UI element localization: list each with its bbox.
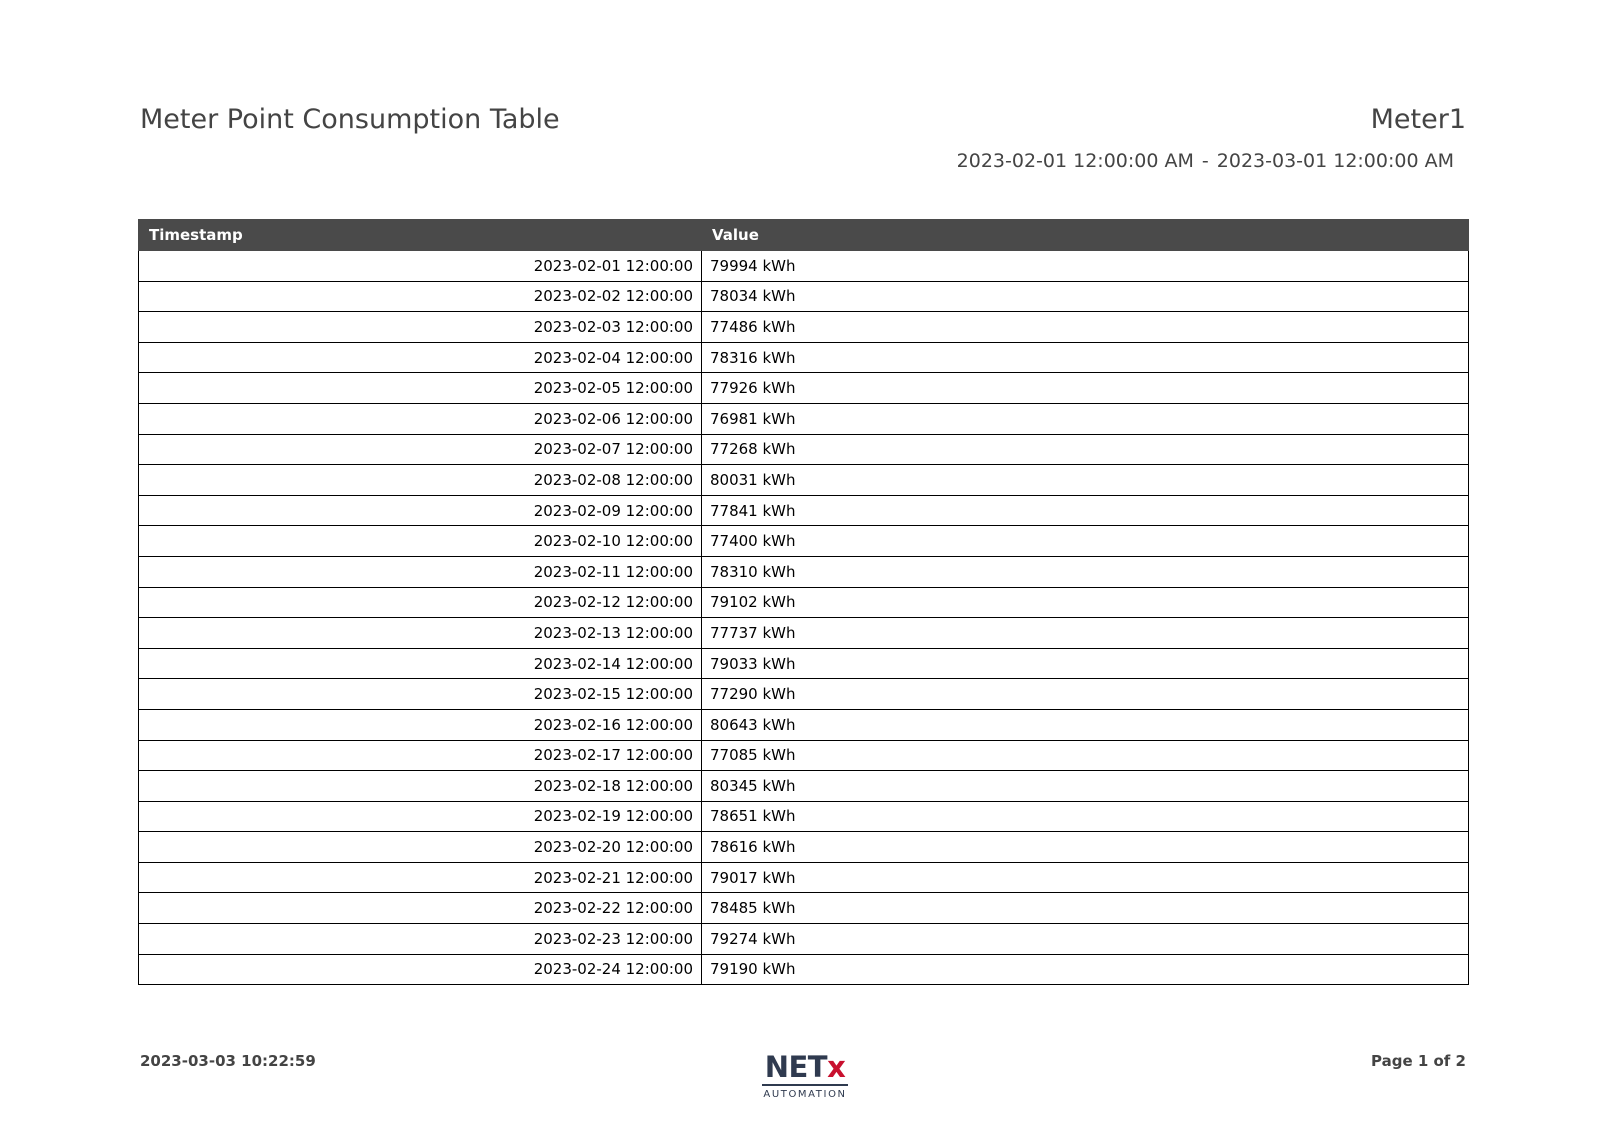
table-row: [139, 526, 1469, 557]
timestamp-cell: 2023-02-03 12:00:00: [139, 312, 702, 343]
meter-name: Meter1: [1370, 104, 1466, 135]
value-cell: 79274 kWh: [702, 924, 1469, 955]
value-cell: 76981 kWh: [702, 403, 1469, 434]
table-row: [139, 893, 1469, 924]
table-row: [139, 587, 1469, 618]
table-row: [139, 556, 1469, 587]
table-row: [139, 740, 1469, 771]
value-cell: 80345 kWh: [702, 771, 1469, 802]
timestamp-cell: 2023-02-20 12:00:00: [139, 832, 702, 863]
table-row: [139, 648, 1469, 679]
logo-main-text: NET: [764, 1050, 828, 1084]
value-cell: 77486 kWh: [702, 312, 1469, 343]
range-end: 2023-03-01 12:00:00 AM: [1216, 150, 1454, 172]
table-row: [139, 342, 1469, 373]
value-cell: 77400 kWh: [702, 526, 1469, 557]
value-cell: 79102 kWh: [702, 587, 1469, 618]
timestamp-cell: 2023-02-14 12:00:00: [139, 648, 702, 679]
timestamp-cell: 2023-02-15 12:00:00: [139, 679, 702, 710]
table-row: [139, 832, 1469, 863]
value-cell: 78034 kWh: [702, 281, 1469, 312]
table-row: [139, 403, 1469, 434]
logo-divider: [762, 1084, 848, 1086]
timestamp-cell: 2023-02-08 12:00:00: [139, 465, 702, 496]
value-cell: 78316 kWh: [702, 342, 1469, 373]
column-header-value: Value: [702, 220, 1469, 251]
table-row: [139, 251, 1469, 282]
timestamp-cell: 2023-02-05 12:00:00: [139, 373, 702, 404]
table-row: [139, 373, 1469, 404]
value-cell: 80031 kWh: [702, 465, 1469, 496]
range-start: 2023-02-01 12:00:00 AM: [956, 150, 1194, 172]
netx-logo: [760, 1052, 850, 1100]
logo-accent-text: x: [827, 1050, 846, 1084]
table-row: [139, 618, 1469, 649]
table-row: [139, 495, 1469, 526]
timestamp-cell: 2023-02-18 12:00:00: [139, 771, 702, 802]
value-cell: 78310 kWh: [702, 556, 1469, 587]
table-row: [139, 771, 1469, 802]
timestamp-cell: 2023-02-11 12:00:00: [139, 556, 702, 587]
value-cell: 78651 kWh: [702, 801, 1469, 832]
timestamp-cell: 2023-02-23 12:00:00: [139, 924, 702, 955]
timestamp-cell: 2023-02-10 12:00:00: [139, 526, 702, 557]
page-number: Page 1 of 2: [1371, 1052, 1466, 1070]
table-row: [139, 924, 1469, 955]
value-cell: 77841 kWh: [702, 495, 1469, 526]
timestamp-cell: 2023-02-02 12:00:00: [139, 281, 702, 312]
value-cell: 79994 kWh: [702, 251, 1469, 282]
value-cell: 78485 kWh: [702, 893, 1469, 924]
consumption-table: [138, 219, 1469, 985]
table-row: [139, 862, 1469, 893]
table-row: [139, 312, 1469, 343]
timestamp-cell: 2023-02-22 12:00:00: [139, 893, 702, 924]
table-row: [139, 679, 1469, 710]
table-row: [139, 434, 1469, 465]
value-cell: 79033 kWh: [702, 648, 1469, 679]
timestamp-cell: 2023-02-24 12:00:00: [139, 954, 702, 985]
table-header-row: [139, 220, 1469, 251]
logo-subtitle: AUTOMATION: [763, 1088, 847, 1100]
table-body: [139, 251, 1469, 985]
timestamp-cell: 2023-02-07 12:00:00: [139, 434, 702, 465]
timestamp-cell: 2023-02-19 12:00:00: [139, 801, 702, 832]
value-cell: 77737 kWh: [702, 618, 1469, 649]
timestamp-cell: 2023-02-09 12:00:00: [139, 495, 702, 526]
value-cell: 77290 kWh: [702, 679, 1469, 710]
value-cell: 78616 kWh: [702, 832, 1469, 863]
column-header-timestamp: Timestamp: [139, 220, 702, 251]
value-cell: 77085 kWh: [702, 740, 1469, 771]
report-title: Meter Point Consumption Table: [140, 104, 560, 135]
value-cell: 79190 kWh: [702, 954, 1469, 985]
generated-timestamp: 2023-03-03 10:22:59: [140, 1052, 316, 1070]
timestamp-cell: 2023-02-01 12:00:00: [139, 251, 702, 282]
timestamp-cell: 2023-02-04 12:00:00: [139, 342, 702, 373]
timestamp-cell: 2023-02-16 12:00:00: [139, 709, 702, 740]
value-cell: 80643 kWh: [702, 709, 1469, 740]
timestamp-cell: 2023-02-17 12:00:00: [139, 740, 702, 771]
logo-wordmark: [760, 1052, 850, 1082]
value-cell: 77268 kWh: [702, 434, 1469, 465]
timestamp-cell: 2023-02-13 12:00:00: [139, 618, 702, 649]
timestamp-cell: 2023-02-21 12:00:00: [139, 862, 702, 893]
value-cell: 79017 kWh: [702, 862, 1469, 893]
table-row: [139, 954, 1469, 985]
value-cell: 77926 kWh: [702, 373, 1469, 404]
timestamp-cell: 2023-02-12 12:00:00: [139, 587, 702, 618]
table-row: [139, 465, 1469, 496]
table-row: [139, 709, 1469, 740]
table-row: [139, 801, 1469, 832]
table-row: [139, 281, 1469, 312]
date-range: [957, 150, 1454, 172]
range-separator: -: [1201, 150, 1209, 172]
timestamp-cell: 2023-02-06 12:00:00: [139, 403, 702, 434]
